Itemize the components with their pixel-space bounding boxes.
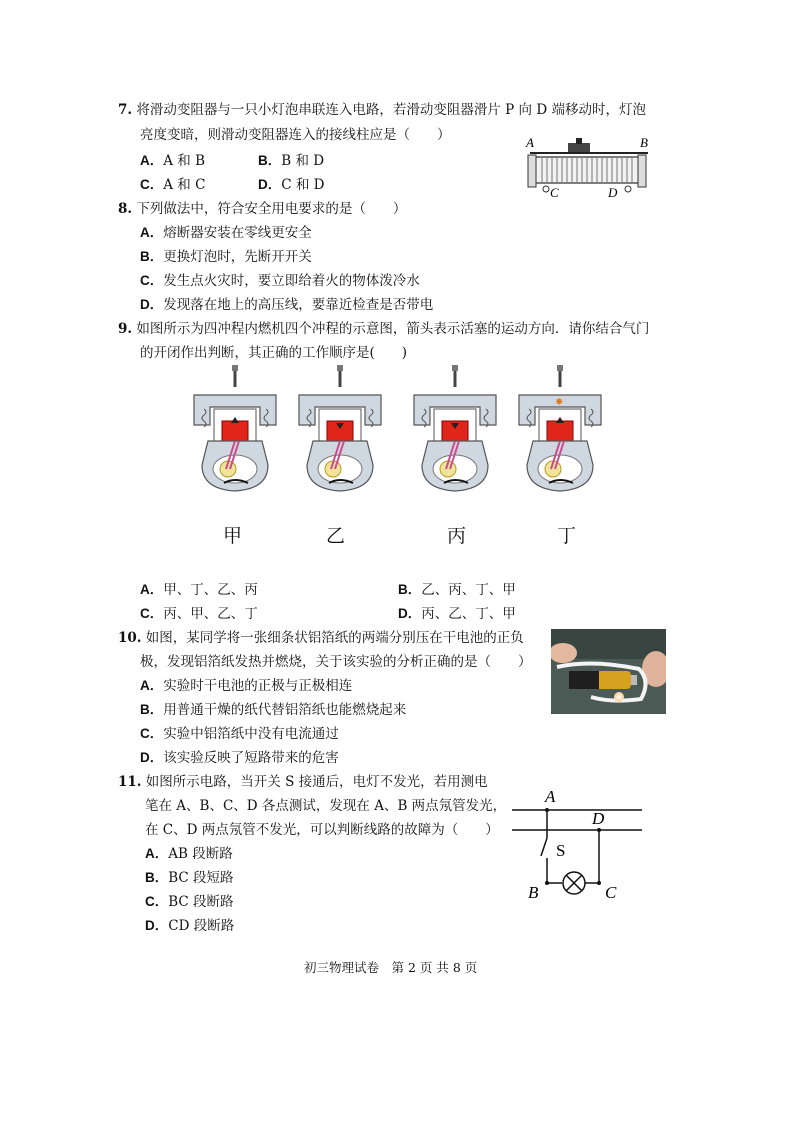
q11-option-a: A．AB 段断路 (145, 846, 233, 862)
q11-option-c: C．BC 段断路 (145, 894, 234, 910)
engine-label-ding: 丁 (557, 525, 577, 547)
circuit-label-a: A (545, 787, 556, 806)
q10-stem-line1: 10. 如图，某同学将一张细条状铝箔纸的两端分别压在干电池的正负 (118, 630, 524, 646)
rheostat-label-a: A (526, 135, 534, 150)
q10-option-a: A．实验时干电池的正极与正极相连 (140, 678, 353, 694)
q9-stem-line1: 9. 如图所示为四冲程内燃机四个冲程的示意图，箭头表示活塞的运动方向．请你结合气门 (118, 321, 650, 337)
q8-option-a: A．熔断器安装在零线更安全 (140, 225, 312, 241)
circuit-label-d: D (592, 809, 605, 828)
q8-stem: 8. 下列做法中，符合安全用电要求的是（ ） (118, 201, 407, 217)
q7-stem-line2: 亮度变暗，则滑动变阻器连入的接线柱应是（ ） (140, 127, 451, 143)
svg-text:✸: ✸ (555, 397, 564, 408)
q9-option-b: B．乙、丙、丁、甲 (398, 582, 516, 598)
q8-number: 8. (118, 201, 133, 217)
q9-option-a: A．甲、丁、乙、丙 (140, 582, 258, 598)
q11-option-d: D．CD 段断路 (145, 918, 235, 934)
q8-option-d: D．发现落在地上的高压线，要靠近检查是否带电 (140, 297, 434, 313)
rheostat-label-b: B (640, 135, 648, 150)
rheostat-figure (520, 133, 655, 201)
q7-option-d: D．C 和 D (258, 177, 325, 193)
q7-option-c: C．A 和 C (140, 177, 206, 193)
q11-number: 11. (118, 774, 142, 790)
q11-stem-line3: 在 C、D 两点氖管不发光，可以判断线路的故障为（ ） (145, 822, 499, 838)
q8-option-b: B．更换灯泡时，先断开开关 (140, 249, 312, 265)
q9-option-c: C．丙、甲、乙、丁 (140, 606, 258, 622)
q7-line1-text: 将滑动变阻器与一只小灯泡串联连入电路，若滑动变阻器滑片 P 向 D 端移动时，灯泡 (136, 102, 646, 118)
circuit-label-b: B (528, 883, 539, 901)
rheostat-label-c: C (550, 185, 559, 200)
q11-stem-line1: 11. 如图所示电路，当开关 S 接通后，电灯不发光，若用测电 (118, 774, 488, 790)
q7-number: 7. (118, 102, 133, 118)
q11-option-b: B．BC 段短路 (145, 870, 234, 886)
q7-option-b: B．B 和 D (258, 153, 325, 169)
page-footer: 初三物理试卷 第 2 页 共 8 页 (304, 960, 478, 975)
engine-label-yi: 乙 (326, 525, 346, 547)
engine-label-bing: 丙 (447, 525, 467, 547)
engine-diagrams (190, 365, 610, 505)
q10-option-d: D．该实验反映了短路带来的危害 (140, 750, 339, 766)
q10-option-c: C．实验中铝箔纸中没有电流通过 (140, 726, 339, 742)
circuit-diagram (510, 786, 650, 901)
circuit-label-c: C (605, 883, 617, 901)
q8-option-c: C．发生点火灾时，要立即给着火的物体泼冷水 (140, 273, 420, 289)
q7-stem-line1 (118, 98, 646, 118)
q10-number: 10. (118, 630, 142, 646)
battery-foil-photo (551, 629, 666, 714)
rheostat-label-d: D (608, 185, 618, 200)
q10-option-b: B．用普通干燥的纸代替铝箔纸也能燃烧起来 (140, 702, 407, 718)
q10-stem-line2: 极，发现铝箔纸发热并燃烧，关于该实验的分析正确的是（ ） (140, 654, 532, 670)
q9-number: 9. (118, 321, 133, 337)
q11-stem-line2: 笔在 A、B、C、D 各点测试，发现在 A、B 两点氖管发光， (145, 798, 507, 814)
engine-label-jia: 甲 (223, 525, 243, 547)
q7-option-a: A．A 和 B (140, 153, 206, 169)
circuit-label-s: S (556, 841, 566, 860)
q9-option-d: D．丙、乙、丁、甲 (398, 606, 516, 622)
q9-stem-line2: 的开闭作出判断，其正确的工作顺序是( ) (140, 345, 408, 361)
